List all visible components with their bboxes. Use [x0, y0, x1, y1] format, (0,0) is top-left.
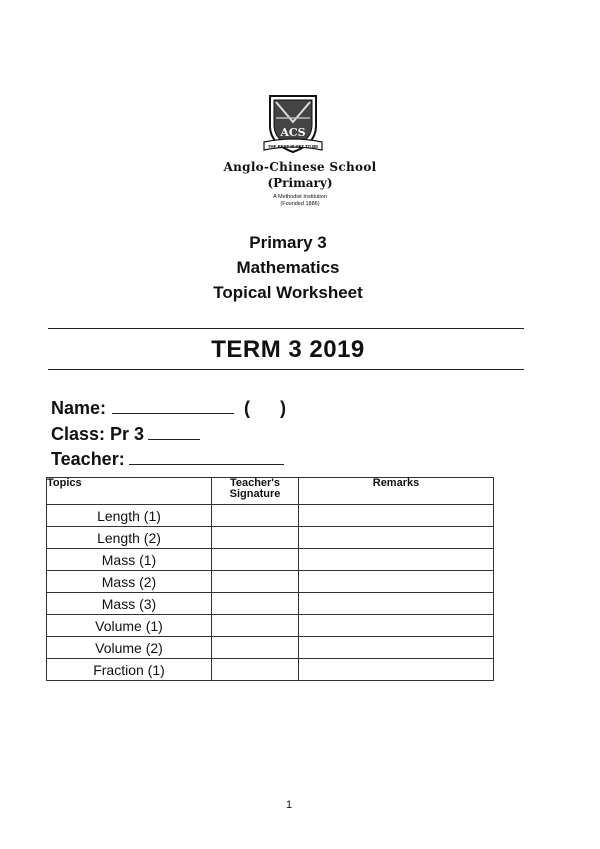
table-row [47, 549, 494, 571]
name-label: Name: [51, 398, 107, 418]
remarks-cell[interactable] [299, 659, 494, 681]
topic-cell: Volume (2) [47, 637, 212, 659]
name-blank[interactable] [112, 399, 234, 414]
signature-cell[interactable] [212, 637, 299, 659]
topics-table [46, 477, 494, 681]
school-name: Anglo-Chinese School [223, 160, 377, 174]
topic-cell: Length (2) [47, 527, 212, 549]
remarks-cell[interactable] [299, 637, 494, 659]
school-founded: (Founded 1886) [280, 201, 320, 207]
teacher-field [51, 449, 284, 470]
subject-title: Mathematics [236, 258, 340, 277]
class-label: Class: Pr 3 [51, 424, 145, 444]
signature-cell[interactable] [212, 549, 299, 571]
name-field [51, 398, 286, 419]
topic-cell: Mass (1) [47, 549, 212, 571]
crest-motto: THE BEST IS YET TO BE [267, 144, 319, 149]
signature-cell[interactable] [212, 505, 299, 527]
table-row [47, 593, 494, 615]
table-header-row [47, 478, 494, 505]
topic-cell: Mass (3) [47, 593, 212, 615]
signature-cell[interactable] [212, 659, 299, 681]
table-row [47, 659, 494, 681]
signature-cell[interactable] [212, 571, 299, 593]
term-heading: TERM 3 2019 [211, 336, 365, 363]
worksheet-type-title: Topical Worksheet [213, 283, 363, 302]
topic-cell: Fraction (1) [47, 659, 212, 681]
header-topics: Topics [47, 478, 212, 505]
remarks-cell[interactable] [299, 571, 494, 593]
class-blank[interactable] [148, 425, 200, 440]
table-row [47, 527, 494, 549]
divider-bottom [48, 369, 524, 370]
school-tagline: A Methodist Institution [273, 194, 327, 200]
table-row [47, 505, 494, 527]
class-field [51, 424, 200, 445]
topic-cell: Mass (2) [47, 571, 212, 593]
header-remarks: Remarks [299, 478, 494, 505]
remarks-cell[interactable] [299, 549, 494, 571]
index-paren-close: ) [280, 398, 287, 418]
table-row [47, 571, 494, 593]
remarks-cell[interactable] [299, 527, 494, 549]
school-division: (Primary) [267, 176, 333, 190]
remarks-cell[interactable] [299, 593, 494, 615]
school-crest-logo [262, 92, 324, 160]
teacher-label: Teacher: [51, 449, 125, 469]
remarks-cell[interactable] [299, 615, 494, 637]
divider-top [48, 328, 524, 329]
signature-cell[interactable] [212, 615, 299, 637]
level-title: Primary 3 [249, 233, 327, 252]
crest-letters: ACS [280, 126, 306, 139]
topic-cell: Volume (1) [47, 615, 212, 637]
remarks-cell[interactable] [299, 505, 494, 527]
index-paren-open: ( [244, 398, 251, 418]
signature-cell[interactable] [212, 527, 299, 549]
table-row [47, 615, 494, 637]
signature-cell[interactable] [212, 593, 299, 615]
topic-cell: Length (1) [47, 505, 212, 527]
header-signature: Teacher's Signature [212, 478, 299, 505]
page-number: 1 [285, 799, 293, 811]
table-row [47, 637, 494, 659]
teacher-blank[interactable] [129, 450, 284, 465]
